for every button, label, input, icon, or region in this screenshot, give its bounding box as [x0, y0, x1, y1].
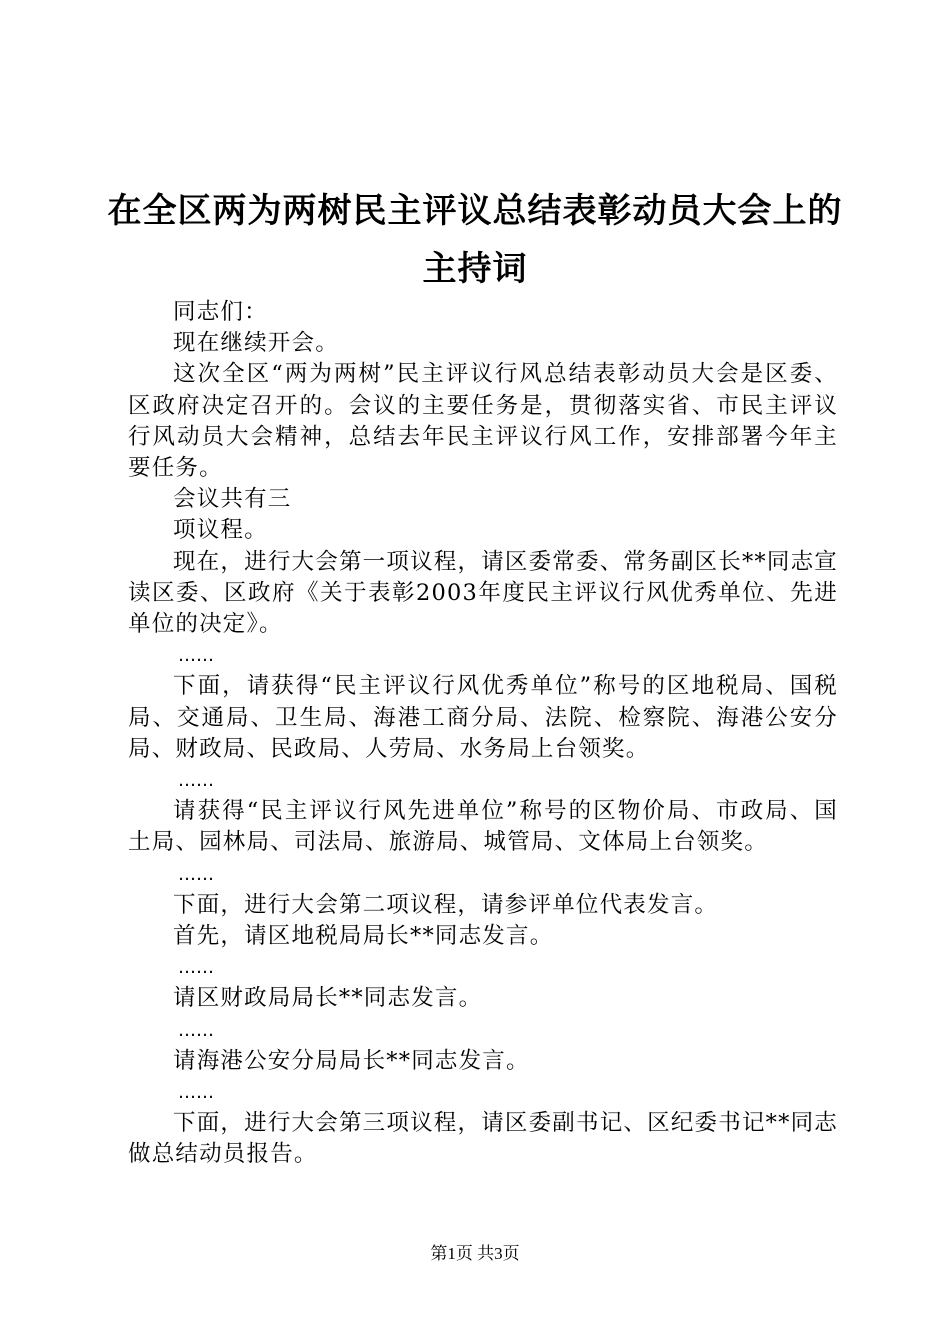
body-paragraph: 下面，进行大会第二项议程，请参评单位代表发言。: [173, 891, 719, 918]
body-paragraph: 会议共有三: [173, 486, 292, 513]
ellipsis-line: ……: [178, 645, 214, 667]
ellipsis-line: ……: [178, 770, 214, 792]
body-paragraph: 项议程。: [173, 517, 268, 544]
body-paragraph: 请区财政局局长**同志发言。: [173, 985, 483, 1012]
body-paragraph: 现在继续开会。: [173, 330, 339, 357]
ellipsis-line: ……: [178, 957, 214, 979]
page-footer: 第1页 共3页: [430, 1244, 520, 1263]
body-paragraph: 请海港公安分局局长**同志发言。: [173, 1047, 530, 1074]
body-paragraph: 现在，进行大会第一项议程，请区委常委、常务副区长**同志宣读区委、区政府《关于表彰2003年度民主评议行风优秀单位、先进单位的决定》。: [128, 548, 838, 638]
body-paragraph: 请获得“民主评议行风先进单位”称号的区物价局、市政局、国土局、园林局、司法局、旅游局、城管局、文体局上台领奖。: [128, 798, 838, 856]
body-paragraph: 首先，请区地税局局长**同志发言。: [173, 923, 554, 950]
body-paragraph: 这次全区“两为两树”民主评议行风总结表彰动员大会是区委、区政府决定召开的。会议的主要任务是，贯彻落实省、市民主评议行风动员大会精神，总结去年民主评议行风工作，安排部署今年主要任务。: [128, 361, 838, 482]
body-paragraph: 下面，请获得“民主评议行风优秀单位”称号的区地税局、国税局、交通局、卫生局、海港工商分局、法院、检察院、海港公安分局、财政局、民政局、人劳局、水务局上台领奖。: [128, 673, 838, 762]
ellipsis-line: ……: [178, 1082, 214, 1104]
document-body: [128, 297, 838, 1171]
body-paragraph: 同志们：: [173, 299, 268, 325]
body-paragraph: 下面，进行大会第三项议程，请区委副书记、区纪委书记**同志做总结动员报告。: [128, 1110, 838, 1168]
ellipsis-line: ……: [178, 863, 214, 885]
document-title: 在全区两为两树民主评议总结表彰动员大会上的主持词: [107, 191, 843, 289]
ellipsis-line: ……: [178, 1019, 214, 1041]
